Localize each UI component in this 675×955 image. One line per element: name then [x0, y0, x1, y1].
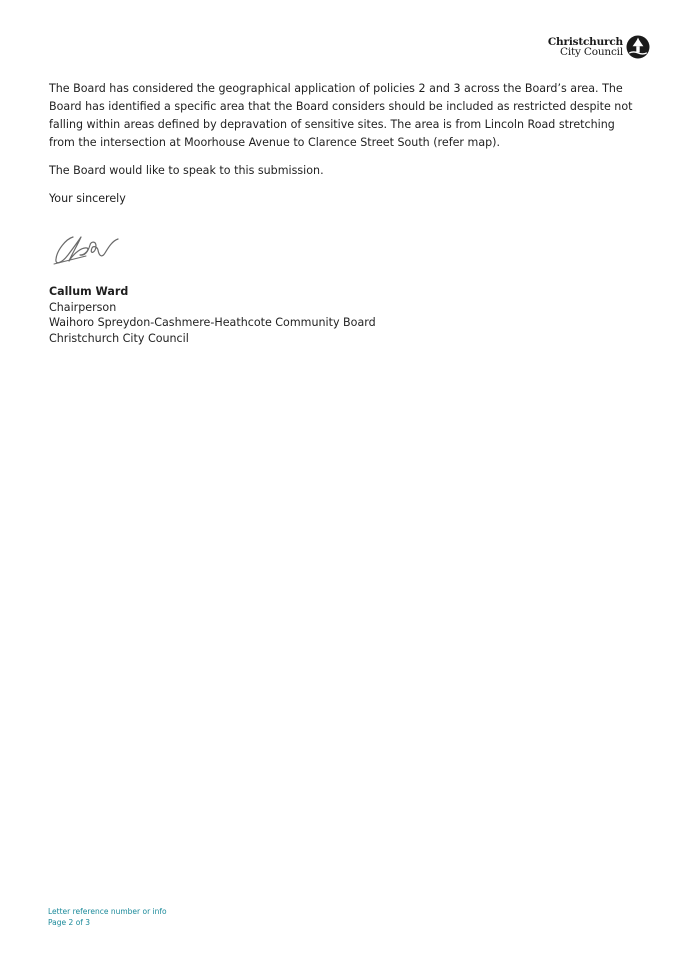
logo-line-1: Christchurch [547, 36, 623, 48]
footer-page-number: Page 2 of 3 [48, 918, 91, 927]
letter-body [49, 80, 644, 218]
signatory-board: Waihoro Spreydon-Cashmere-Heathcote Community Board [49, 316, 376, 329]
logo-line-2: City Council [560, 46, 623, 58]
handwritten-signature [52, 228, 128, 272]
body-paragraph-2: The Board would like to speak to this submission. [49, 164, 324, 177]
signatory-organisation: Christchurch City Council [49, 331, 189, 345]
council-logo [548, 35, 650, 59]
body-paragraph-1: The Board has considered the geographical application of policies 2 and 3 across the Board’s area. The Board has identified a specific area that the Board considers should be included as restricted despite not falling within areas defined by depravation of sensitive sites. The area is from Lincoln Road stretching from the intersection at Moorhouse Avenue to Clarence Street South (refer map). [49, 82, 633, 149]
logo-wordmark [548, 37, 623, 57]
signatory-name: Callum Ward [49, 285, 129, 298]
signatory-title: Chairperson [49, 300, 117, 314]
signature-block [49, 284, 376, 346]
closing-salutation: Your sincerely [49, 192, 126, 205]
christchurch-cathedral-logo-icon [626, 35, 650, 59]
page-footer [48, 906, 167, 928]
footer-reference: Letter reference number or info [48, 907, 167, 916]
